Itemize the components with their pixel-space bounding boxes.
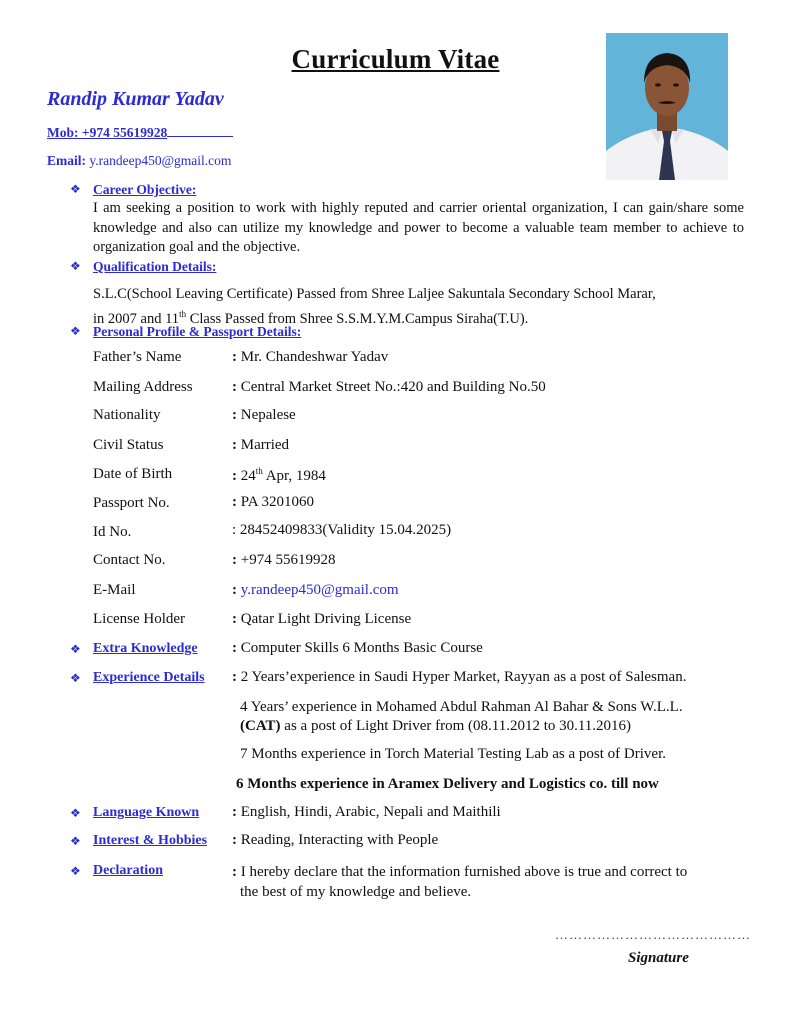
- diamond-bullet-icon: ❖: [70, 259, 81, 273]
- colon: :: [232, 611, 237, 627]
- passport-label: Passport No.: [93, 495, 170, 511]
- experience-item-1: [232, 669, 686, 686]
- qualification-line-1: S.L.C(School Leaving Certificate) Passed from Shree Laljee Sakuntala Secondary School Marar,: [93, 286, 656, 302]
- diamond-bullet-icon: ❖: [70, 806, 81, 820]
- experience-item-1-text: 2 Years’experience in Saudi Hyper Market, Rayyan as a post of Salesman.: [240, 669, 687, 685]
- colon: :: [232, 379, 237, 395]
- mailing-address-value: [232, 379, 546, 396]
- declaration-line-1-text: I hereby declare that the information furnished above is true and correct to: [240, 864, 688, 880]
- colon: :: [232, 669, 237, 685]
- language-text: English, Hindi, Arabic, Nepali and Maithili: [240, 804, 501, 820]
- mailing-address-label: Mailing Address: [93, 379, 193, 395]
- dob-day: 24: [240, 468, 256, 484]
- civil-status-value: [232, 437, 289, 454]
- email-row-value: [232, 582, 399, 599]
- civil-status-label: Civil Status: [93, 437, 164, 453]
- candidate-name: Randip Kumar Yadav: [47, 88, 224, 110]
- extra-knowledge-heading: Extra Knowledge: [93, 641, 198, 656]
- colon: :: [232, 407, 237, 423]
- diamond-bullet-icon: ❖: [70, 642, 81, 656]
- experience-heading: Experience Details: [93, 670, 205, 685]
- diamond-bullet-icon: ❖: [70, 324, 81, 338]
- colon: :: [232, 864, 237, 880]
- colon: :: [232, 349, 237, 365]
- dob-superscript: th: [255, 466, 263, 476]
- hobbies-text: Reading, Interacting with People: [240, 832, 439, 848]
- page-title: Curriculum Vitae: [291, 44, 500, 74]
- dob-month-year: Apr, 1984: [262, 468, 326, 484]
- extra-knowledge-value: [232, 640, 483, 657]
- qualification-line-2-b: Class Passed from Shree S.S.M.Y.M.Campus Siraha(T.U).: [186, 310, 529, 327]
- fathers-name-text: Mr. Chandeshwar Yadav: [240, 349, 389, 365]
- qualification-superscript: th: [179, 308, 187, 319]
- experience-item-2-line-1: 4 Years’ experience in Mohamed Abdul Rahman Al Bahar & Sons W.L.L.: [240, 699, 683, 715]
- id-no-value: : 28452409833(Validity 15.04.2025): [232, 522, 452, 538]
- fathers-name-label: Father’s Name: [93, 349, 182, 365]
- declaration-value: [232, 862, 687, 902]
- language-value: [232, 804, 501, 821]
- mailing-address-text: Central Market Street No.:420 and Building No.50: [240, 379, 546, 395]
- qualification-text: [93, 285, 744, 329]
- qualification-heading: Qualification Details:: [93, 259, 217, 274]
- email-line: [47, 153, 231, 169]
- declaration-line-2: the best of my knowledge and believe.: [240, 884, 472, 900]
- colon: :: [232, 640, 237, 656]
- language-heading: Language Known: [93, 805, 200, 820]
- email-link[interactable]: y.randeep450@gmail.com: [89, 153, 232, 168]
- career-objective-heading: Career Objective:: [93, 182, 197, 197]
- colon: :: [232, 468, 237, 484]
- underline-filler: [167, 124, 233, 137]
- declaration-heading: Declaration: [93, 863, 163, 878]
- nationality-text: Nepalese: [240, 407, 296, 423]
- profile-photo: [606, 33, 728, 180]
- experience-item-2: [240, 698, 683, 736]
- experience-item-2-line-2-text: as a post of Light Driver from (08.11.2012 to 30.11.2016): [280, 718, 632, 734]
- passport-value: [232, 494, 314, 511]
- experience-item-3: 7 Months experience in Torch Material Testing Lab as a post of Driver.: [240, 746, 666, 762]
- nationality-value: [232, 407, 296, 424]
- contact-no-label: Contact No.: [93, 552, 166, 568]
- colon: :: [232, 832, 237, 848]
- extra-knowledge-text: Computer Skills 6 Months Basic Course: [240, 640, 483, 656]
- declaration-line-1: [232, 862, 687, 882]
- career-objective-text: I am seeking a position to work with highly reputed and carrier oriental organization, I can gain/share some knowledge and also can utilize my knowledge and power to become a valuable team member to achieve to organization goal and the objective.: [93, 200, 744, 255]
- diamond-bullet-icon: ❖: [70, 671, 81, 685]
- license-label: License Holder: [93, 611, 186, 627]
- mobile-line: [47, 124, 233, 141]
- date-of-birth-label: Date of Birth: [93, 466, 173, 482]
- email-row-label: E-Mail: [93, 582, 136, 598]
- diamond-bullet-icon: ❖: [70, 864, 81, 878]
- date-of-birth-value: [232, 466, 326, 485]
- diamond-bullet-icon: ❖: [70, 182, 81, 196]
- contact-text: +974 55619928: [240, 552, 336, 568]
- colon: :: [232, 437, 237, 453]
- fathers-name-value: [232, 349, 388, 366]
- nationality-label: Nationality: [93, 407, 161, 423]
- cat-bold: (CAT): [240, 718, 281, 734]
- personal-profile-heading: Personal Profile & Passport Details:: [93, 324, 302, 339]
- email-row-link[interactable]: y.randeep450@gmail.com: [240, 582, 399, 598]
- email-label: Email:: [47, 153, 86, 168]
- colon: :: [232, 804, 237, 820]
- hobbies-heading: Interest & Hobbies: [93, 833, 208, 848]
- civil-status-text: Married: [240, 437, 290, 453]
- portrait-image: [606, 33, 728, 180]
- colon: :: [232, 582, 237, 598]
- experience-item-4: 6 Months experience in Aramex Delivery and Logistics co. till now: [236, 776, 659, 792]
- contact-no-value: [232, 552, 335, 569]
- signature-label: Signature: [628, 950, 689, 966]
- license-value: [232, 611, 411, 628]
- id-no-label: Id No.: [93, 524, 132, 540]
- passport-text: PA 3201060: [240, 494, 314, 510]
- hobbies-value: [232, 832, 438, 849]
- license-text: Qatar Light Driving License: [240, 611, 412, 627]
- colon: :: [232, 494, 237, 510]
- mobile-number: Mob: +974 55619928: [47, 125, 168, 140]
- experience-item-2-line-2: [240, 717, 683, 736]
- signature-line: ……………………………………: [555, 927, 751, 942]
- diamond-bullet-icon: ❖: [70, 834, 81, 848]
- qualification-line-2-a: in 2007 and 11: [93, 310, 180, 327]
- colon: :: [232, 552, 237, 568]
